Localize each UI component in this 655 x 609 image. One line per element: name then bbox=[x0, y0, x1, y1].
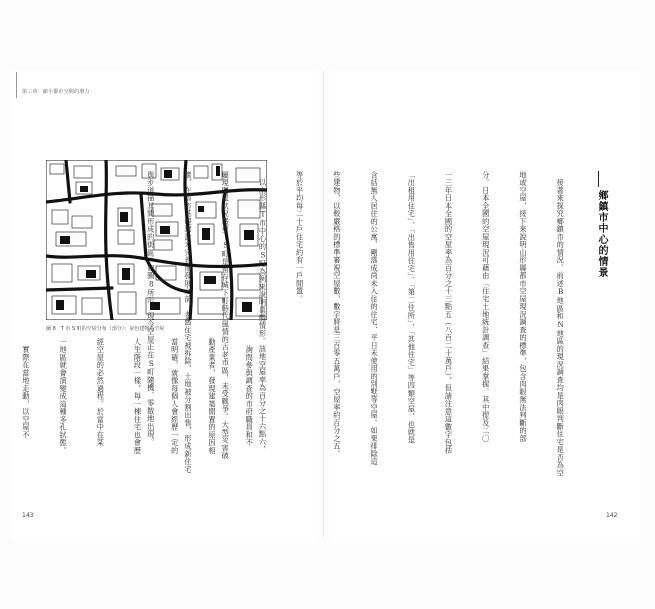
text-column: 分。日本全國的空屋現況可藉由「住宅土地統計調查」結果掌握。其中提及二〇 bbox=[481, 171, 491, 443]
text-column: 含括無人居住的公寓、剛落成尚未入住的住宅、平日未使用的別墅等空屋。如果排除這 bbox=[370, 171, 380, 466]
text-column: 一地區就會演變成這種多孔狀態。 bbox=[59, 338, 69, 455]
text-column: 詢問參與調查的市府職員和不 bbox=[245, 338, 255, 447]
running-head: 第三章 縮小都市空間的潛力 bbox=[22, 89, 90, 95]
page-number-left: 143 bbox=[22, 512, 34, 519]
text-column: 一三年日本全國的空屋率為百分之十三點五（八百二十萬戶），但請注意這數字包括 bbox=[444, 171, 454, 455]
text-column: 與步道描其間形成的街區。如圖8所示，現今空屋正在S町隨機、零散地出現。 bbox=[146, 171, 156, 446]
text-column: 接著來探究鄉鎮市的情況。前述B地區和N地區的現況調查均是肉眼判斷住宅是否為空 bbox=[556, 171, 566, 477]
text-column: 動產業者，發現建築閒置的原因相 bbox=[207, 338, 217, 455]
text-column: 地或空屋，接下來說明山形縣都市空屋現況調查的標準，包含肉眼無法判斷的部 bbox=[518, 171, 528, 443]
page-number-right: 142 bbox=[606, 512, 618, 519]
text-column: 實際在當地走動，以空屋不 bbox=[21, 338, 31, 439]
left-page-body bbox=[21, 338, 280, 488]
section-title: 鄉鎮市中心的情景 bbox=[596, 190, 607, 278]
text-column: 以山形縣T市中心的S町為例來說明具體情形。該地空屋率為百分之十六點六， bbox=[258, 171, 268, 454]
text-column: 屬現閒置狀況嚴重。S町是留存城下町時代風情的古老市區，未受戰爭、大型災害破 bbox=[221, 171, 231, 460]
text-column: 等於平均每二十戶住宅約有一戶閒置。 bbox=[295, 171, 305, 303]
running-head-rule bbox=[16, 72, 17, 98]
figure-caption: 圖 8 T 市 S 町的空屋分布（部分）：灰色建物為空屋 bbox=[46, 326, 165, 332]
text-column: 當明確，就像每個人會經歷一定的 bbox=[170, 338, 180, 455]
text-column: 人生階段一樣，每一棟住宅也會歷 bbox=[133, 338, 143, 455]
section-title-rule bbox=[598, 171, 599, 187]
text-column: 經空屋的必然過程。於當中在某 bbox=[96, 338, 106, 447]
text-column: 些建物，以較嚴格的標準審視空屋數，數字將是三百零五萬戶，空屋率約百分之五。 bbox=[332, 171, 342, 458]
text-column: 壞，在都市基礎建設未完善而發展之前，老舊住宅被拆除，土地被分割出售，形成新住宅 bbox=[184, 171, 193, 474]
text-column: 「出租用住宅」、「出售用住宅」、「第二住所」、「其他住宅」等四類空屋，也就是 bbox=[407, 171, 417, 444]
